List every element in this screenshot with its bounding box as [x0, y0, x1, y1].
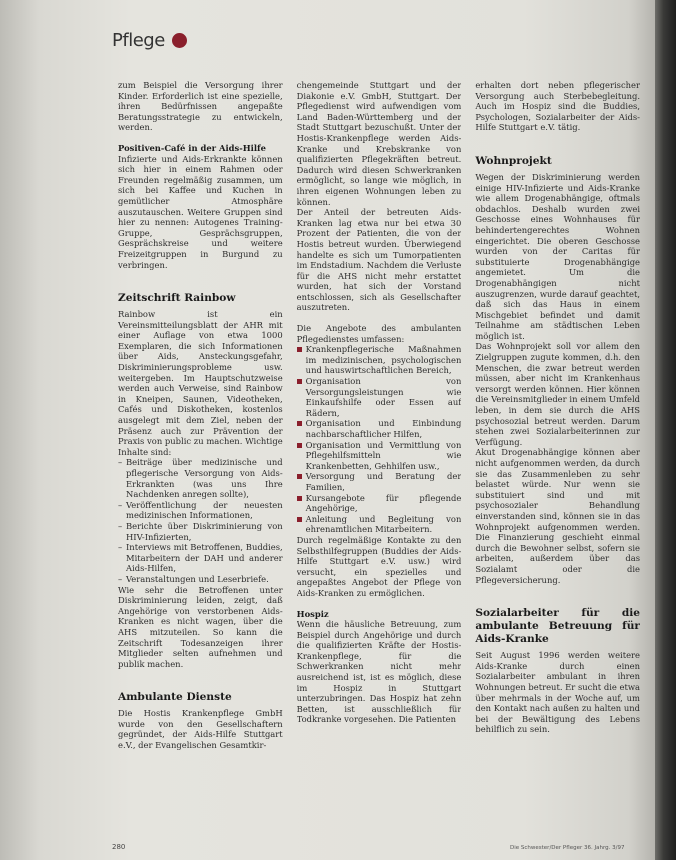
heading-rainbow: Zeitschrift Rainbow: [118, 292, 236, 305]
list-item: Organisation und Einbindung nachbarschaftlicher Hilfen,: [297, 418, 462, 439]
paragraph: Seit August 1996 werden weitere Aids-Kranke durch einen Sozialarbeiter ambulant in ihren Wohnungen betreut. Er sucht die etwa über mehrmals in der Woche auf, um den Kontakt nach außen zu halten und bei der Bewältigung des Lebens behilflich zu sein.: [475, 650, 641, 735]
list-item: Versorgung und Beratung der Familien,: [297, 471, 462, 492]
paragraph: Wenn die häusliche Betreuung, zum Beispiel durch Angehörige und durch die qualifizierten Kräfte der Hostis-Krankenpflege, für die Schwerkranken nicht mehr ausreichend ist, ist es möglich, diese im Hospiz in Stuttgart unterzubringen. Das Hospiz hat zehn Betten, ist ausschließlich für Todkranke vorgesehen. Die Patienten: [296, 619, 462, 725]
book-spine-shadow: [655, 0, 676, 860]
list-item: – Berichte über Diskriminierung von HIV-Infizierten,: [118, 521, 283, 542]
list-item: Organisation von Versorgungsleistungen wie Einkaufshilfe oder Essen auf Rädern,: [297, 376, 462, 418]
angebote-list: [297, 344, 462, 535]
heading-ambulante: Ambulante Dienste: [118, 691, 232, 704]
list-item: – Interviews mit Betroffenen, Buddies, Mitarbeitern der DAH und anderer Aids-Hilfen,: [118, 542, 283, 574]
list-item: – Veröffentlichung der neuesten medizinischen Informationen,: [118, 500, 283, 521]
subheading-hospiz: Hospiz: [296, 608, 329, 619]
rainbow-list: [118, 457, 283, 584]
paragraph: zum Beispiel die Versorgung ihrer Kinder. Erforderlich ist eine spezielle, ihren Bedürfnissen angepaßte Beratungsstrategie zu entwickeln, werden.: [118, 80, 283, 133]
section-marker-dot: [172, 33, 187, 48]
paragraph: Die Hostis Krankenpflege GmbH wurde von den Gesellschaftern gegründet, der Aids-Hilfe Stuttgart e.V., der Evangelischen Gesamtkir-: [118, 708, 283, 751]
paragraph: Rainbow ist ein Vereinsmitteilungsblatt der AHR mit einer Auflage von etwa 1000 Exemplaren, die sich Informationen über Aids, Ansteckungsgefahr, Diskriminierungsprobleme usw. weitergeben. Im Hauptschutzweise werden auch Verweise, sind Rainbow in Kneipen, Saunen, Videotheken, Cafés und Diskotheken, kostenlos ausgelegt mit dem Ziel, neben der Präsenz auch zur Prävention der Praxis von public zu machen. Wichtige Inhalte sind:: [118, 309, 283, 457]
paragraph: Akut Drogenabhängige können aber nicht aufgenommen werden, da durch sie das Zusammenleben zu sehr belastet würde. Nur wenn sie substituiert sind und mit psychosozialer Behandlung einverstanden sind, können sie in das Wohnprojekt aufgenommen werden. Die Finanzierung geschieht einmal durch die Bewohner selbst, sofern sie arbeiten, außerdem über das Sozialamt oder die Pflegeversicherung.: [475, 447, 641, 585]
source-line: Die Schwester/Der Pfleger 36. Jahrg. 3/97: [510, 845, 625, 851]
heading-wohnprojekt: Wohnprojekt: [475, 154, 552, 167]
paragraph: Wegen der Diskriminierung werden einige HIV-Infizierte und Aids-Kranke wie allem Drogenabhängige, oftmals obdachlos. Deshalb wurden zwei Geschosse eines Wohnhauses für behindertengerechtes Wohnen eingerichtet. Die oberen Geschosse wurden von der Caritas für substituierte Drogenabhängige angemietet. Um die Drogenabhängigen nicht auszugrenzen, wurde darauf geachtet, daß sich das Haus in einem Mischgebiet befindet und damit Teilnahme am städtischen Leben möglich ist.: [475, 171, 641, 341]
text-columns: [118, 80, 640, 822]
list-item: – Beiträge über medizinische und pflegerische Versorgung von Aids-Erkrankten (was uns Ihre Nachdenken anregen sollte),: [118, 457, 283, 499]
column-3: [475, 80, 640, 822]
page-header: [112, 28, 187, 52]
column-1: [118, 80, 283, 822]
paragraph: Das Wohnprojekt soll vor allem den Zielgruppen zugute kommen, d.h. den Menschen, die zwar betreut werden müssen, aber nicht im Krankenhaus versorgt werden können. Hier können die Vereinsmitglieder in einem Umfeld leben, in dem sie durch die AHS psychosozial betreut werden. Darum stehen zwei Sozialarbeiterinnen zur Verfügung.: [475, 341, 641, 447]
paragraph: Die Angebote des ambulanten Pflegedienstes umfassen:: [296, 323, 462, 344]
list-item: Organisation und Vermittlung von Pflegehilfsmitteln wie Krankenbetten, Gehhilfen usw.,: [297, 440, 462, 472]
section-title: Pflege: [112, 29, 165, 51]
list-item: Krankenpflegerische Maßnahmen im medizinischen, psychologischen und hauswirtschaftlichen Bereich,: [297, 344, 462, 376]
list-item: Anleitung und Begleitung von ehrenamtlichen Mitarbeitern.: [297, 514, 462, 535]
paragraph: erhalten dort neben pflegerischer Versorgung auch Sterbebegleitung. Auch im Hospiz sind die Buddies, Psychologen, Sozialarbeiter der Aids-Hilfe Stuttgart e.V. tätig.: [475, 80, 641, 133]
list-item: Kursangebote für pflegende Angehörige,: [297, 493, 462, 514]
list-item: – Veranstaltungen und Leserbriefe.: [118, 574, 283, 585]
column-2: [297, 80, 462, 822]
paragraph: Wie sehr die Betroffenen unter Diskriminierung leiden, zeigt, daß Angehörige von verstorbenen Aids-Kranken es nicht wagen, über die AHS mitzuteilen. So kann die Zeitschrift Todesanzeigen ihrer Mitglieder selten aufnehmen und publik machen.: [118, 584, 283, 669]
heading-sozialarbeiter: Sozialarbeiter für die ambulante Betreuung für Aids-Kranke: [475, 607, 641, 646]
paragraph: Infizierte und Aids-Erkrankte können sich hier in einem Rahmen oder Freunden regelmäßig zusammen, um sich bei Kaffee und Kuchen in gemütlicher Atmosphäre auszutauschen. Weitere Gruppen sind hier zu nennen: Autogenes Training-Gruppe, Gesprächsgruppen, Gesprächskreise und weitere Freizeitgruppen in Burgund zu verbringen.: [118, 153, 283, 270]
paragraph: Durch regelmäßige Kontakte zu den Selbsthilfegruppen (Buddies der Aids-Hilfe Stuttgart e.V. usw.) wird versucht, ein spezielles und angepaßtes Angebot der Pflege von Aids-Kranken zu ermöglichen.: [296, 534, 462, 598]
subheading-cafe: Positiven-Café in der Aids-Hilfe: [118, 142, 266, 153]
page-number: 280: [112, 843, 126, 851]
paragraph: Der Anteil der betreuten Aids-Kranken lag etwa nur bei etwa 30 Prozent der Patienten, die von der Hostis betreut wurden. Überwiegend handelte es sich um Tumorpatienten im Endstadium. Nachdem die Verluste für die AHS nicht mehr erstattet wurden, hat sich der Vorstand entschlossen, sich als Gesellschafter auszutreten.: [296, 207, 462, 313]
paragraph: chengemeinde Stuttgart und der Diakonie e.V. GmbH, Stuttgart. Der Pflegedienst wird aufwendigen vom Land Baden-Württemberg und der Stadt Stuttgart bezuschußt. Unter der Hostis-Krankenpflege werden Aids-Kranke und Krebskranke von qualifizierten Pflegekräften betreut. Dadurch wird diesen Schwerkranken ermöglicht, so lange wie möglich, in ihren eigenen Wohnungen leben zu können.: [296, 80, 462, 207]
